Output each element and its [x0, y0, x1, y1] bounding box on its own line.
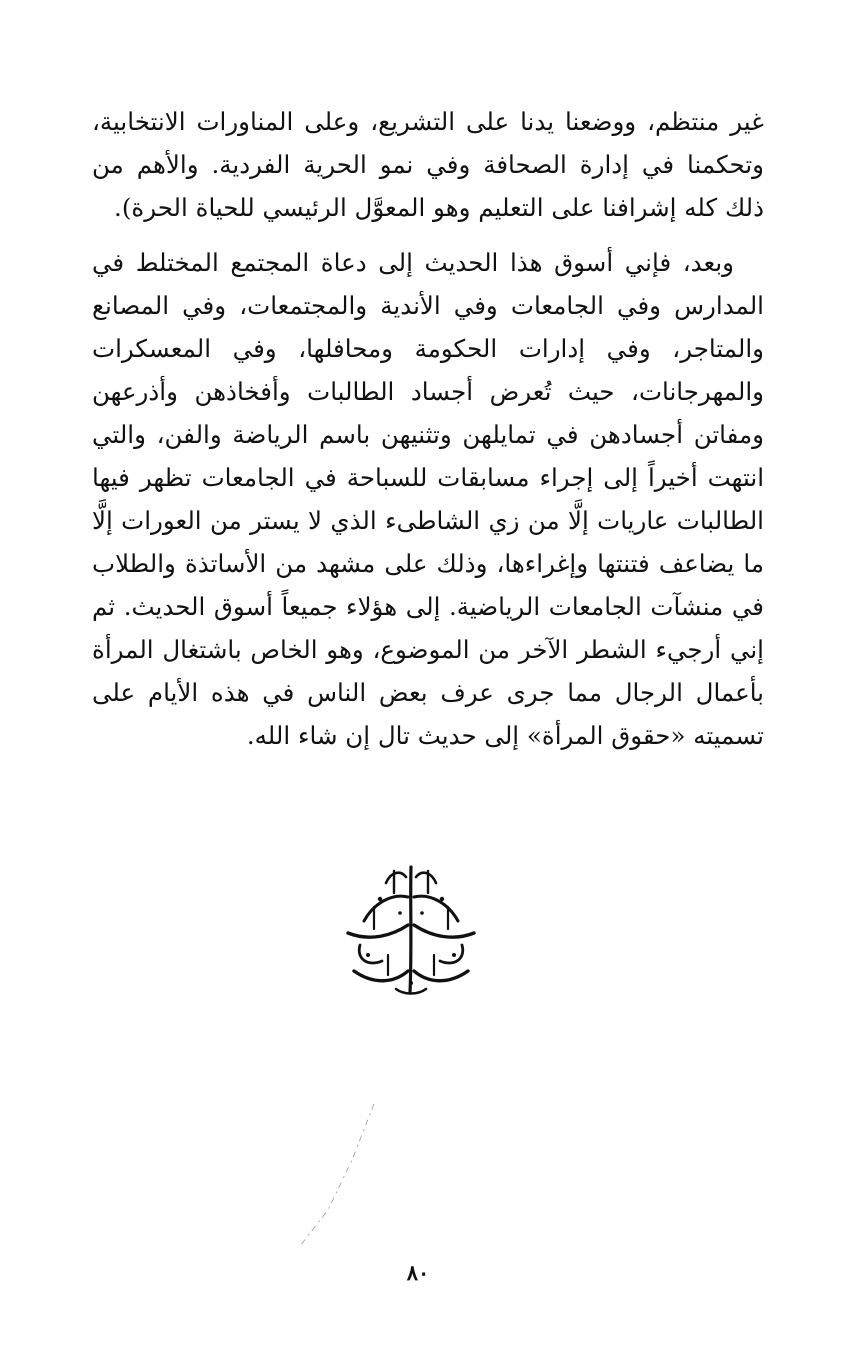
- scan-streak-mark: [292, 1100, 392, 1250]
- paragraph-2: وبعد، فإني أسوق هذا الحديث إلى دعاة المجتمع المختلط في المدارس وفي الجامعات وفي الأندية والمجتمعات، وفي المصانع والمتاجر، وفي إدارات الحكومة ومحافلها، وفي المعسكرات والمهرجانات، حيث تُعرض أجساد الطالبات وأفخاذهن وأذرعهن ومفاتن أجسادهن في تمايلهن وتثنيهن باسم الرياضة والفن، والتي انتهت أخيراً إلى إجراء مسابقات للسباحة في الجامعات تظهر فيها الطالبات عاريات إلَّا من زي الشاطىء الذي لا يستر من العورات إلَّا ما يضاعف فتنتها وإغراءها، وذلك على مشهد من الأساتذة والطلاب في منشآت الجامعات الرياضية. إلى هؤلاء جميعاً أسوق الحديث. ثم إني أرجيء الشطر الآخر من الموضوع، وهو الخاص باشتغال المرأة بأعمال الرجال مما جرى عرف بعض الناس في هذه الأيام على تسميته «حقوق المرأة» إلى حديث تال إن شاء الله.: [92, 248, 764, 750]
- body-text: [92, 100, 764, 757]
- calligraphy-emblem-logo: [334, 863, 488, 997]
- page-number: ٨٠: [406, 1260, 430, 1285]
- paragraph-1: غير منتظم، ووضعنا يدنا على التشريع، وعلى المناورات الانتخابية، وتحكمنا في إدارة الصحافة وفي نمو الحرية الفردية. والأهم من ذلك كله إشرافنا على التعليم وهو المعوَّل الرئيسي للحياة الحرة).: [92, 107, 764, 222]
